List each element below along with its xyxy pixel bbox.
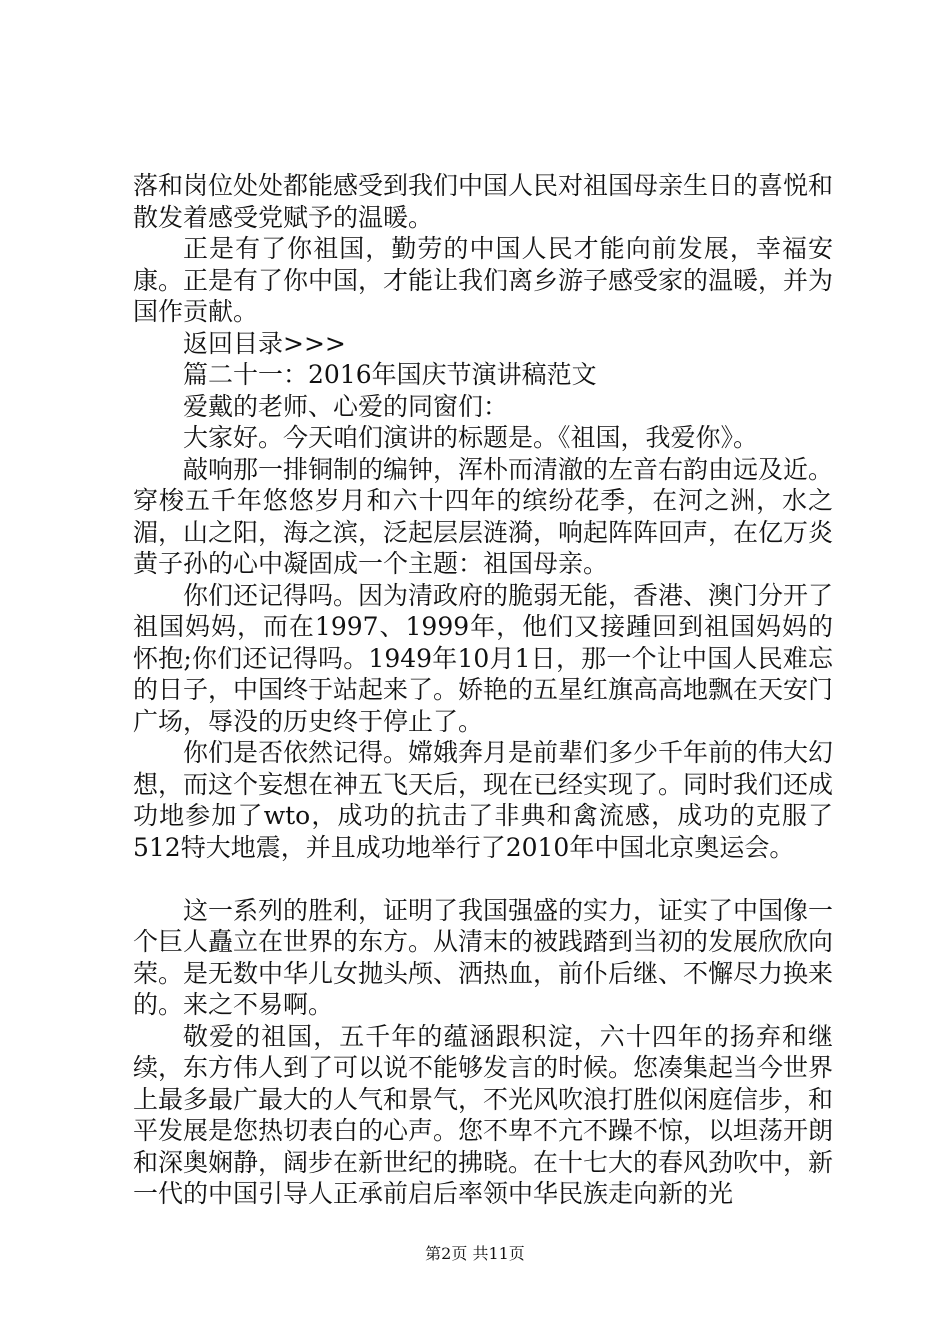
paragraph-continuation: 落和岗位处处都能感受到我们中国人民对祖国母亲生日的喜悦和散发着感受党赋予的温暖。 bbox=[133, 171, 834, 232]
paragraph: 敲响那一排铜制的编钟，浑朴而清澈的左音右韵由远及近。穿梭五千年悠悠岁月和六十四年的缤纷花季，在河之洲，水之湄，山之阳，海之滨，泛起层层涟漪，响起阵阵回声，在亿万炎黄子孙的心中凝固成一个主题：祖国母亲。 bbox=[133, 454, 834, 578]
paragraph: 敬爱的祖国，五千年的蕴涵跟积淀，六十四年的扬弃和继续，东方伟人到了可以说不能够发言的时候。您凑集起当今世界上最多最广最大的人气和景气，不光风吹浪打胜似闲庭信步，和平发展是您热切表白的心声。您不卑不亢不躁不惊，以坦荡开朗和深奥娴静，阔步在新世纪的拂晓。在十七大的春风劲吹中，新一代的中国引导人正承前启后率领中华民族走向新的光 bbox=[133, 1021, 834, 1208]
paragraph: 你们是否依然记得。嫦娥奔月是前辈们多少千年前的伟大幻想，而这个妄想在神五飞天后，现在已经实现了。同时我们还成功地参加了wto，成功的抗击了非典和禽流感，成功的克服了512特大地震，并且成功地举行了2010年中国北京奥运会。 bbox=[133, 738, 834, 862]
document-body bbox=[133, 170, 833, 1210]
paragraph: 大家好。今天咱们演讲的标题是。《祖国，我爱你》。 bbox=[183, 423, 759, 452]
page-footer: 第2页 共11页 bbox=[425, 1244, 525, 1263]
paragraph-spacer bbox=[133, 863, 833, 895]
section-heading: 篇二十一：2016年国庆节演讲稿范文 bbox=[183, 360, 597, 389]
paragraph: 正是有了你祖国，勤劳的中国人民才能向前发展，幸福安康。正是有了你中国，才能让我们离乡游子感受家的温暖，并为国作贡献。 bbox=[133, 234, 834, 326]
salutation: 爱戴的老师、心爱的同窗们： bbox=[183, 391, 509, 421]
back-to-toc-link[interactable]: 返回目录>>> bbox=[183, 328, 346, 358]
paragraph: 这一系列的胜利，证明了我国强盛的实力，证实了中国像一个巨人矗立在世界的东方。从清末的被践踏到当初的发展欣欣向荣。是无数中华儿女抛头颅、洒热血，前仆后继、不懈尽力换来的。来之不易啊。 bbox=[133, 895, 834, 1019]
paragraph: 你们还记得吗。因为清政府的脆弱无能，香港、澳门分开了祖国妈妈，而在1997、1999年，他们又接踵回到祖国妈妈的怀抱;你们还记得吗。1949年10月1日，那一个让中国人民难忘的日子，中国终于站起来了。娇艳的五星红旗高高地飘在天安门广场，辱没的历史终于停止了。 bbox=[133, 580, 834, 736]
